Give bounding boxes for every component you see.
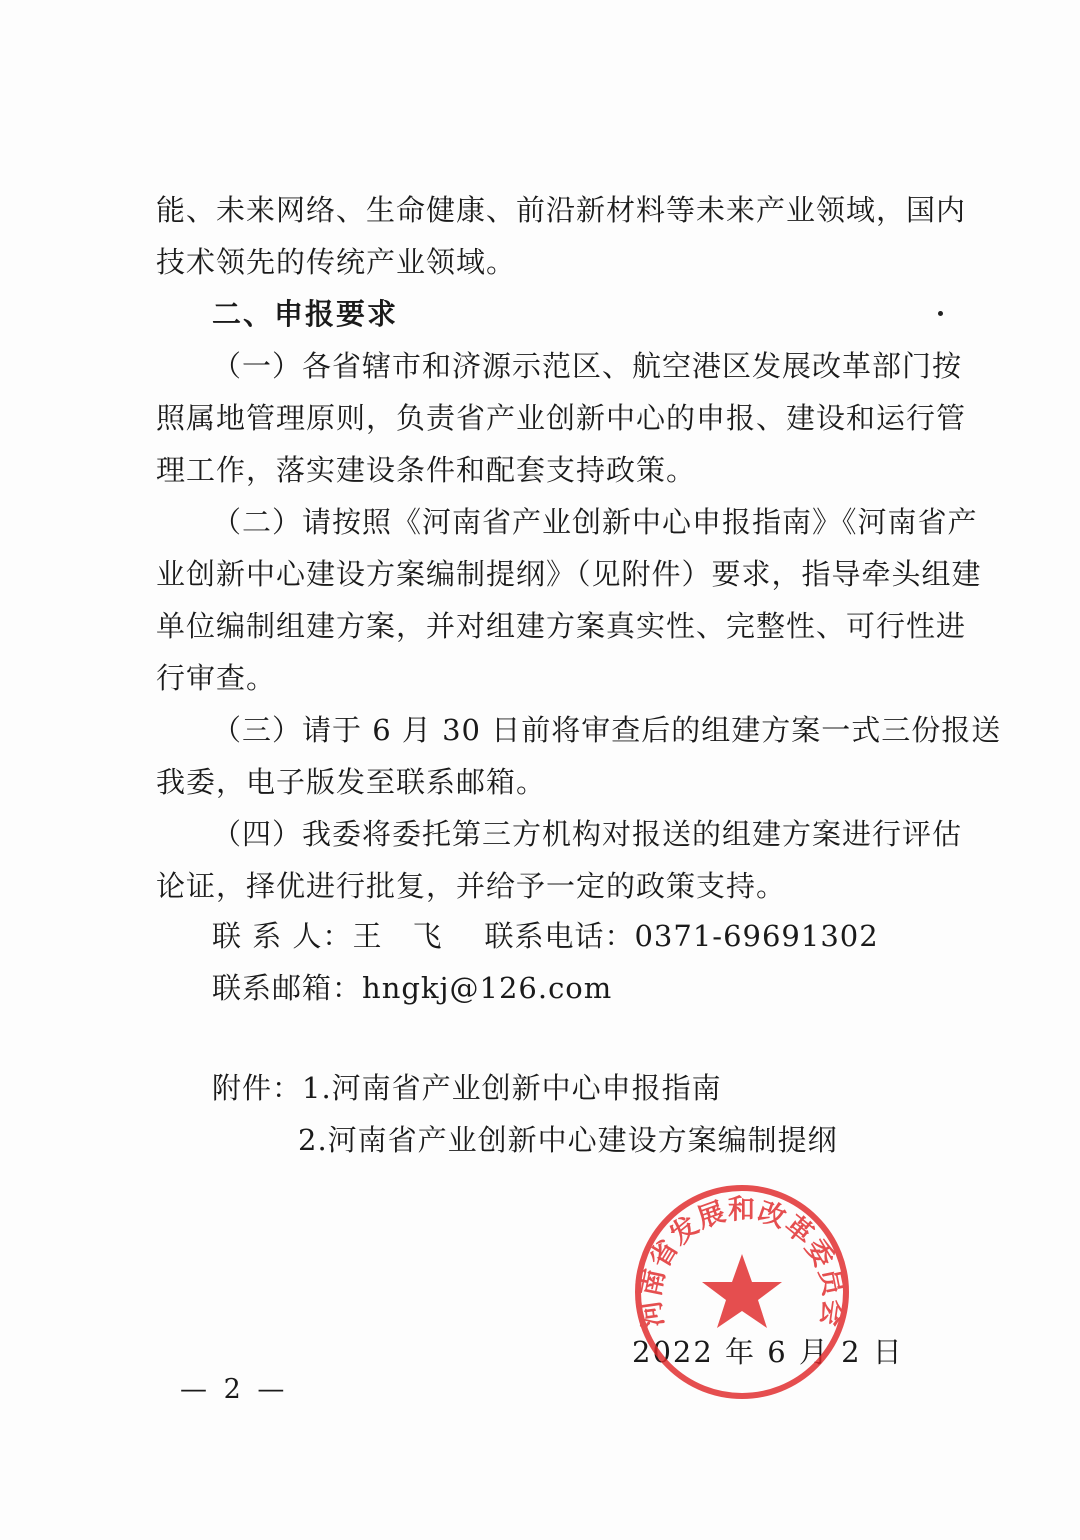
contact-person-name: 王 飞 <box>352 919 443 953</box>
para1-line-2: 照属地管理原则，负责省产业创新中心的申报、建设和运行管 <box>156 401 967 435</box>
contact-person-row <box>212 910 912 962</box>
para2-line-3: 单位编制组建方案，并对组建方案真实性、完整性、可行性进 <box>156 609 967 643</box>
page-number: — 2 — <box>180 1374 289 1405</box>
section-heading: 二、申报要求 <box>212 297 399 331</box>
body-line-1: 能、未来网络、生命健康、前沿新材料等未来产业领域，国内 <box>156 193 967 227</box>
para2-line-2: 业创新中心建设方案编制提纲》（见附件）要求，指导牵头组建 <box>156 557 982 591</box>
contact-person-label: 联 系 人： <box>212 919 353 953</box>
attachment-row-1 <box>212 1062 956 1114</box>
para4-line-1: （四）我委将委托第三方机构对报送的组建方案进行评估 <box>212 817 963 851</box>
attachment-item-1: 1.河南省产业创新中心申报指南 <box>302 1071 722 1105</box>
para3-line-1: （三）请于 6 月 30 日前将审查后的组建方案一式三份报送 <box>212 713 1002 747</box>
para1-line-1: （一）各省辖市和济源示范区、航空港区发展改革部门按 <box>212 349 963 383</box>
para2-line-4: 行审查。 <box>156 661 277 695</box>
para2-line-1: （二）请按照《河南省产业创新中心申报指南》《河南省产 <box>212 505 978 539</box>
official-seal <box>632 1182 852 1402</box>
document-date: 2022 年 6 月 2 日 <box>632 1335 904 1369</box>
attachment-item-2: 2.河南省产业创新中心建设方案编制提纲 <box>298 1123 838 1157</box>
contact-email: hngkj@126.com <box>362 971 613 1005</box>
para3-line-2: 我委，电子版发至联系邮箱。 <box>156 765 547 799</box>
attachment-row-2 <box>298 1114 956 1166</box>
para4-line-2: 论证，择优进行批复，并给予一定的政策支持。 <box>156 869 787 903</box>
contact-phone-label: 联系电话： <box>484 919 635 953</box>
svg-text:河南省发展和改革委员会: 河南省发展和改革委员会 <box>635 1194 849 1330</box>
scan-dot <box>938 311 943 316</box>
body-line-2: 技术领先的传统产业领域。 <box>156 245 517 279</box>
contact-phone: 0371-69691302 <box>634 919 879 953</box>
para1-line-3: 理工作，落实建设条件和配套支持政策。 <box>156 453 697 487</box>
contact-email-label: 联系邮箱： <box>212 971 363 1005</box>
seal-star-icon <box>702 1254 782 1328</box>
contact-email-row <box>212 962 912 1014</box>
attachment-label: 附件： <box>212 1071 303 1105</box>
